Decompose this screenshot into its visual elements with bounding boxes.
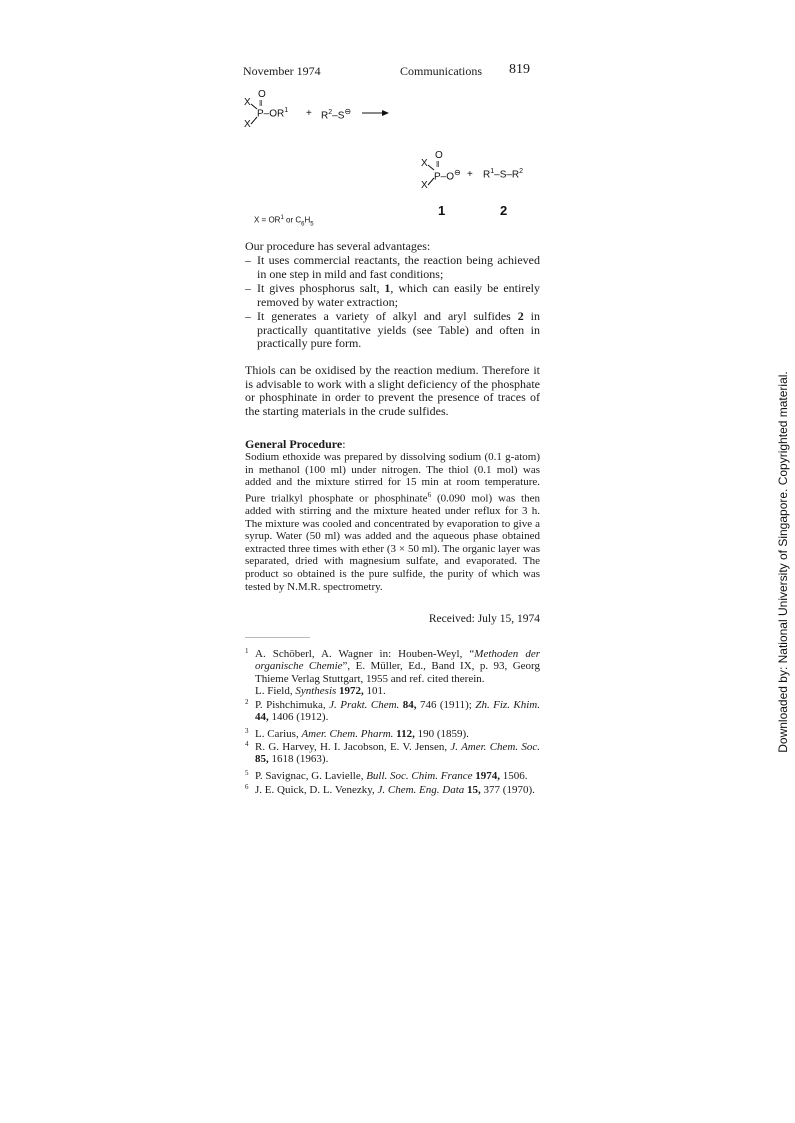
general-procedure-body: Sodium ethoxide was prepared by dissolving sodium (0.1 g-atom) in methanol (100 ml) under nitrogen. The thiol (0.1 mol) was added and the mixture stirred for 15 min at room temperature. Pure trialkyl phosphate or phosphinate$^6$ (0.090 mol) was then added with stirring and the mixture heated under reflux for 3 h. The mixture was cooled and concentrated by evaporation to give a syrup. Water (50 ml) was added and the aqueous phase obtained extracted three times with ether (3 × 50 ml). The organic layer was separated, dried with magnesium sulfate, and evaporated. The product so obtained is the pure sulfide, the purity of which was tested by N.M.R. spectrometry.	[245, 451, 540, 593]
general-procedure-heading: General Procedure:	[245, 437, 346, 451]
reference-5: 5 P. Savignac, G. Lavielle, Bull. Soc. Chim. France 1974, 1506.	[245, 769, 528, 782]
thiols-paragraph: Thiols can be oxidised by the reaction medium. Therefore it is advisable to work with a slight deficiency of the phosphate or phosphinate in order to prevent the presence of traces of the starting materials in the crude sulfides.	[245, 363, 540, 418]
running-header-date: November 1974	[243, 64, 321, 78]
reactant-o: O	[258, 89, 266, 100]
advantage-item-1: – It uses commercial reactants, the reaction being achieved in one step in mild and fast conditions;	[245, 253, 540, 281]
reaction-arrow	[362, 109, 390, 117]
compound-label-1: 1	[438, 203, 446, 218]
advantage-item-2: – It gives phosphorus salt, 1, which can easily be entirely removed by water extraction;	[245, 281, 540, 309]
advantage-item-3: – It generates a variety of alkyl and aryl sulfides 2 in practically quantitative yields (see Table) and often in practically pure form.	[245, 309, 540, 351]
compound-label-2: 2	[500, 203, 508, 218]
product-phosphate: P–O⊖	[434, 168, 461, 183]
reactant-x-top: X	[244, 97, 251, 108]
received-date: Received: July 15, 1974	[428, 613, 540, 625]
product-x-top: X	[421, 158, 428, 169]
footnote-divider	[245, 637, 310, 638]
reference-2: 2 P. Pishchimuka, J. Prakt. Chem. 84, 746 (1911); Zh. Fiz. Khim. 44, 1406 (1912).	[245, 698, 540, 724]
running-header-section: Communications	[400, 64, 482, 78]
product-plus: +	[467, 169, 473, 180]
product-x-bottom: X	[421, 180, 428, 191]
x-definition: $X = OR^1$ or $C_6H_5$	[254, 215, 314, 228]
download-watermark: Downloaded by: National University of Singapore. Copyrighted material.	[776, 371, 790, 753]
page-number: 819	[509, 62, 530, 77]
product-o: O	[435, 150, 443, 161]
reactant-x-bottom: X	[244, 119, 251, 130]
reactant-p-group: $P-OR^1$	[257, 107, 289, 120]
reference-1: 1 A. Schöberl, A. Wagner in: Houben-Weyl, “Methoden der organische Chemie”, E. Müller, Ed., Band IX, p. 93, Georg Thieme Verlag Stuttgart, 1955 and ref. cited therein. L. Field, Synthesis 1972, 101.	[245, 647, 541, 698]
product-sulfide: $R^1-S-R^2$	[483, 168, 524, 181]
reactant-double-bond: ‖	[259, 99, 263, 108]
intro-text: Our procedure has several advantages:	[245, 239, 431, 253]
plus-sign: +	[306, 108, 312, 119]
product-double-bond: ‖	[436, 160, 440, 169]
reference-3: 3 L. Carius, Amer. Chem. Pharm. 112, 190 (1859).	[245, 727, 469, 740]
reference-4: 4 R. G. Harvey, H. I. Jacobson, E. V. Jensen, J. Amer. Chem. Soc. 85, 1618 (1963).	[245, 740, 541, 766]
reaction-scheme	[0, 0, 795, 240]
reference-6: 6 J. E. Quick, D. L. Venezky, J. Chem. Eng. Data 15, 377 (1970).	[245, 783, 535, 796]
thiolate: $R^2-S^⊖$	[321, 107, 352, 122]
